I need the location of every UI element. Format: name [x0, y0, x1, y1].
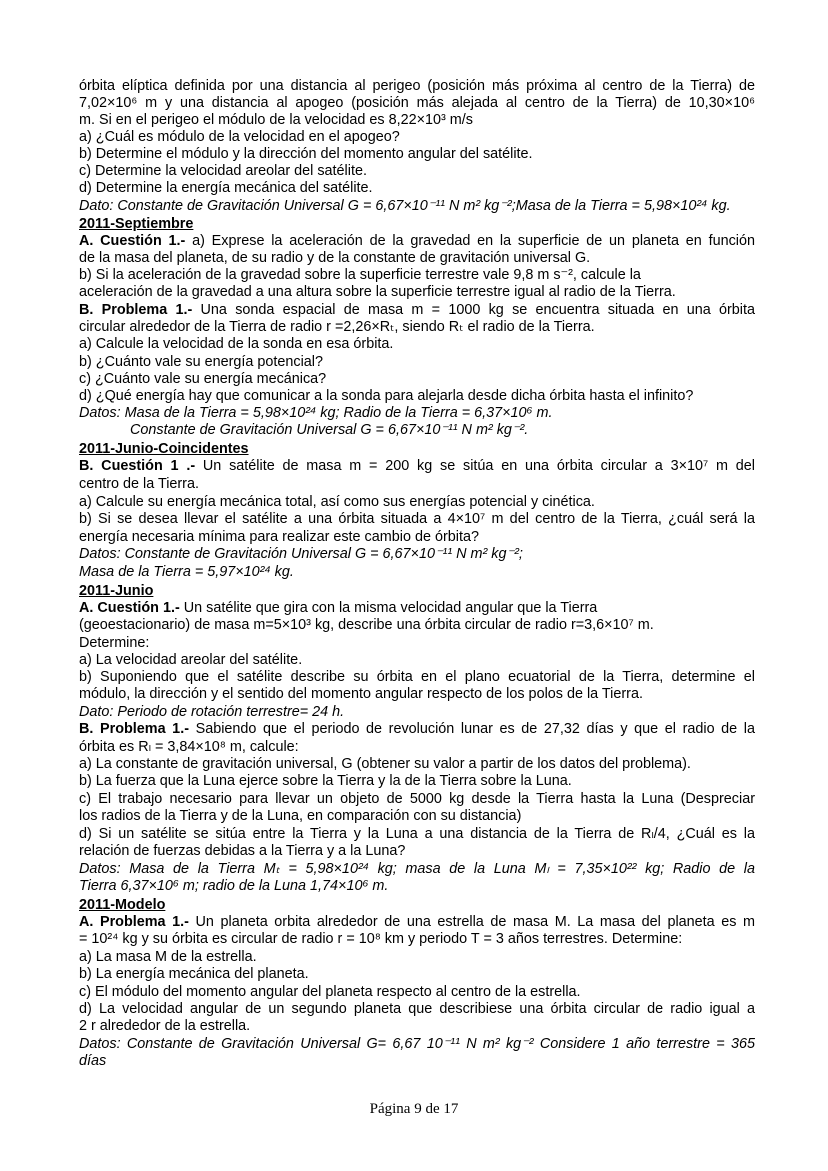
- text-line: a) Calcule su energía mecánica total, así como sus energías potencial y cinética.: [79, 494, 595, 510]
- text-line: órbita es Rₗ = 3,84×10⁸ m, calcule:: [79, 739, 299, 755]
- question-label: A. Problema 1.-: [79, 914, 189, 930]
- question-heading-line: A. Cuestión 1.- a) Exprese la aceleración de la gravedad en la superficie de un planeta en función: [79, 233, 755, 249]
- text-line: b) La energía mecánica del planeta.: [79, 966, 309, 982]
- question-heading-line: A. Cuestión 1.- Un satélite que gira con la misma velocidad angular que la Tierra: [79, 600, 598, 616]
- text-line: c) El trabajo necesario para llevar un objeto de 5000 kg desde la Tierra hasta la Luna (Despreciar: [79, 791, 755, 807]
- text-line: b) Si la aceleración de la gravedad sobre la superficie terrestre vale 9,8 m s⁻², calcule la: [79, 267, 641, 283]
- text-line: a) Calcule la velocidad de la sonda en esa órbita.: [79, 336, 394, 352]
- text-line: b) Suponiendo que el satélite describe su órbita en el plano ecuatorial de la Tierra, determine el: [79, 669, 755, 685]
- text-line: (geoestacionario) de masa m=5×10³ kg, describe una órbita circular de radio r=3,6×10⁷ m.: [79, 617, 654, 633]
- data-note: Tierra 6,37×10⁶ m; radio de la Luna 1,74×10⁶ m.: [79, 878, 389, 894]
- text-line: órbita elíptica definida por una distancia al perigeo (posición más próxima al centro de la Tierra) de: [79, 78, 755, 94]
- question-heading-line: B. Problema 1.- Una sonda espacial de masa m = 1000 kg se encuentra situada en una órbita: [79, 302, 755, 318]
- question-label: B. Cuestión 1 .-: [79, 458, 196, 474]
- text-line: aceleración de la gravedad a una altura sobre la superficie terrestre igual al radio de la Tierra.: [79, 284, 676, 300]
- question-label: B. Problema 1.-: [79, 721, 189, 737]
- data-note: Datos: Masa de la Tierra = 5,98×10²⁴ kg; Radio de la Tierra = 6,37×10⁶ m.: [79, 405, 553, 421]
- text-line: b) Si se desea llevar el satélite a una órbita situada a 4×10⁷ m del centro de la Tierra, ¿cuál será la: [79, 511, 755, 527]
- text-line: d) Determine la energía mecánica del satélite.: [79, 180, 373, 196]
- question-heading-line: B. Problema 1.- Sabiendo que el periodo de revolución lunar es de 27,32 días y que el radio de la: [79, 721, 755, 737]
- page-footer: Página 9 de 17: [369, 1101, 459, 1117]
- text-line: c) ¿Cuánto vale su energía mecánica?: [79, 371, 327, 387]
- text-line: b) La fuerza que la Luna ejerce sobre la Tierra y la de la Tierra sobre la Luna.: [79, 773, 572, 789]
- data-note: Datos: Constante de Gravitación Universal G = 6,67×10⁻¹¹ N m² kg⁻²;: [79, 546, 523, 562]
- question-label: A. Cuestión 1.-: [79, 600, 180, 616]
- text-line: c) El módulo del momento angular del planeta respecto al centro de la estrella.: [79, 984, 581, 1000]
- question-label: A. Cuestión 1.-: [79, 233, 186, 249]
- text-line: d) Si un satélite se sitúa entre la Tierra y la Luna a una distancia de la Tierra de Rₗ/4, ¿Cuál es la: [79, 826, 755, 842]
- text-line: m. Si en el perigeo el módulo de la velocidad es 8,22×10³ m/s: [79, 112, 473, 128]
- text-line: b) Determine el módulo y la dirección del momento angular del satélite.: [79, 146, 533, 162]
- data-note: Constante de Gravitación Universal G = 6,67×10⁻¹¹ N m² kg⁻².: [130, 422, 529, 438]
- text-line: centro de la Tierra.: [79, 476, 199, 492]
- text-line: circular alrededor de la Tierra de radio r =2,26×Rₜ, siendo Rₜ el radio de la Tierra.: [79, 319, 595, 335]
- section-heading: 2011-Modelo: [79, 897, 166, 913]
- data-note: Datos: Constante de Gravitación Universal G= 6,67 10⁻¹¹ N m² kg⁻² Considere 1 año terrestre = 365: [79, 1036, 755, 1052]
- text-line: 7,02×10⁶ m y una distancia al apogeo (posición más alejada al centro de la Tierra) de 10,30×10⁶: [79, 95, 755, 111]
- question-label: B. Problema 1.-: [79, 302, 193, 318]
- text-line: de la masa del planeta, de su radio y de la constante de gravitación universal G.: [79, 250, 591, 266]
- data-note: Dato: Constante de Gravitación Universal G = 6,67×10⁻¹¹ N m² kg⁻²;Masa de la Tierra = 5,98×10²⁴ kg.: [79, 198, 731, 214]
- text-line: los radios de la Tierra y de la Luna, en comparación con su distancia): [79, 808, 522, 824]
- text-line: d) ¿Qué energía hay que comunicar a la sonda para alejarla desde dicha órbita hasta el infinito?: [79, 388, 694, 404]
- section-heading: 2011-Junio: [79, 583, 154, 599]
- data-note: Dato: Periodo de rotación terrestre= 24 h.: [79, 704, 345, 720]
- text-line: relación de fuerzas debidas a la Tierra y a la Luna?: [79, 843, 406, 859]
- data-note: Masa de la Tierra = 5,97×10²⁴ kg.: [79, 564, 294, 580]
- text-line: b) ¿Cuánto vale su energía potencial?: [79, 354, 323, 370]
- text-line: módulo, la dirección y el sentido del momento angular respecto de los polos de la Tierra.: [79, 686, 643, 702]
- text-line: = 10²⁴ kg y su órbita es circular de radio r = 10⁸ km y periodo T = 3 años terrestres. Determine:: [79, 931, 683, 947]
- section-heading: 2011-Junio-Coincidentes: [79, 441, 249, 457]
- data-note: Datos: Masa de la Tierra Mₜ = 5,98×10²⁴ kg; masa de la Luna Mₗ = 7,35×10²² kg; Radio de la: [79, 861, 755, 877]
- text-line: c) Determine la velocidad areolar del satélite.: [79, 163, 367, 179]
- text-line: energía necesaria mínima para realizar este cambio de órbita?: [79, 529, 479, 545]
- text-line: a) La masa M de la estrella.: [79, 949, 257, 965]
- question-heading-line: B. Cuestión 1 .- Un satélite de masa m = 200 kg se sitúa en una órbita circular a 3×10⁷ m del: [79, 458, 755, 474]
- text-line: Determine:: [79, 635, 150, 651]
- question-heading-line: A. Problema 1.- Un planeta orbita alrededor de una estrella de masa M. La masa del planeta es m: [79, 914, 755, 930]
- data-note: días: [79, 1053, 107, 1069]
- text-line: a) ¿Cuál es módulo de la velocidad en el apogeo?: [79, 129, 400, 145]
- text-line: a) La velocidad areolar del satélite.: [79, 652, 303, 668]
- text-line: d) La velocidad angular de un segundo planeta que describiese una órbita circular de radio igual a: [79, 1001, 755, 1017]
- text-line: a) La constante de gravitación universal, G (obtener su valor a partir de los datos del problema).: [79, 756, 691, 772]
- section-heading: 2011-Septiembre: [79, 216, 194, 232]
- text-line: 2 r alrededor de la estrella.: [79, 1018, 251, 1034]
